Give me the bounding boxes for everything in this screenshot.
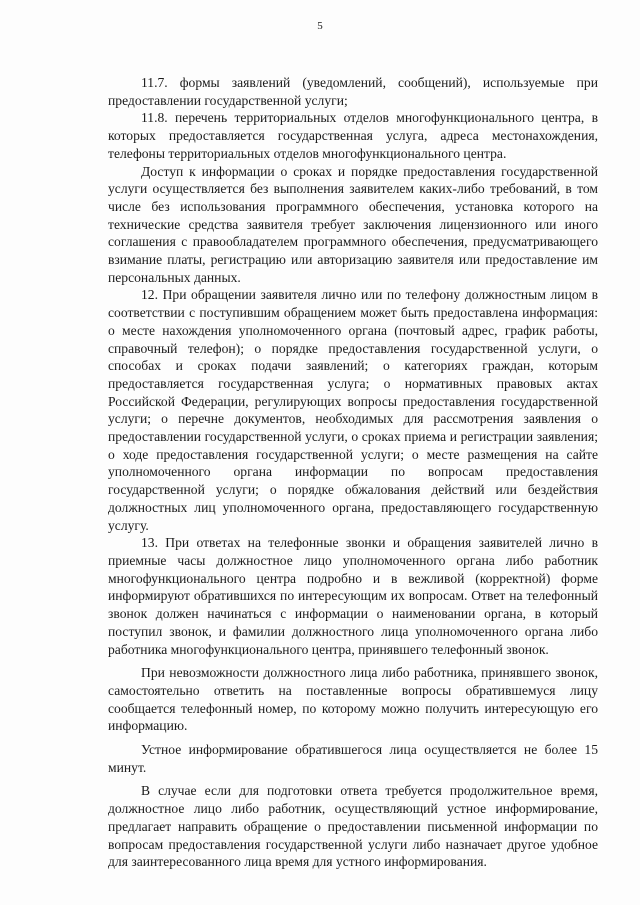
document-body [108,74,598,871]
paragraph-12: 12. При обращении заявителя лично или по телефону должностным лицом в соответствии с поступившим обращением может быть предоставлена информация: о месте нахождения уполномоченного органа (почтовый адрес, график работы, справочный телефон); о порядке предоставления государственной услуги, о способах и сроках подачи заявлений; о категориях граждан, которым предоставляется государственная услуга; о нормативных правовых актах Российской Федерации, регулирующих вопросы предоставления государственной услуги; о перечне документов, необходимых для рассмотрения заявления о предоставлении государственной услуги, о сроках приема и регистрации заявления; о ходе предоставления государственной услуги; о месте размещения на сайте уполномоченного органа информации по вопросам предоставления государственной услуги; о порядке обжалования действий или бездействия должностных лиц уполномоченного органа, предоставляющего государственную услугу. [108,287,598,533]
paragraph-oral-duration: Устное информирование обратившегося лица осуществляется не более 15 минут. [108,742,598,775]
paragraph-impossibility: При невозможности должностного лица либо работника, принявшего звонок, самостоятельно ответить на поставленные вопросы обратившемуся лицу сообщается телефонный номер, по которому можно получить интересующую его информацию. [108,665,598,734]
paragraph-13: 13. При ответах на телефонные звонки и обращения заявителей лично в приемные часы должностное лицо уполномоченного органа либо работник многофункционального центра подробно и в вежливой (корректной) форме информируют обратившихся по интересующим их вопросам. Ответ на телефонный звонок должен начинаться с информации о наименовании органа, в который поступил звонок, и фамилии должностного лица уполномоченного органа либо работника многофункционального центра, принявшего телефонный звонок. [108,535,598,657]
paragraph-written-request: В случае если для подготовки ответа требуется продолжительное время, должностное лицо либо работник, осуществляющий устное информирование, предлагает направить обращение о предоставлении письменной информации по вопросам предоставления государственной услуги либо назначает другое удобное для заинтересованного лица время для устного информирования. [108,783,598,870]
paragraph-11-8: 11.8. перечень территориальных отделов многофункционального центра, в которых предоставляется государственная услуга, адреса местонахождения, телефоны территориальных отделов многофункционального центра. [108,110,598,161]
paragraph-11-7: 11.7. формы заявлений (уведомлений, сообщений), используемые при предоставлении государственной услуги; [108,75,598,108]
paragraph-access-info: Доступ к информации о сроках и порядке предоставления государственной услуги осуществляется без выполнения заявителем каких-либо требований, в том числе без использования программного обеспечения, установка которого на технические средства заявителя требует заключения лицензионного или иного соглашения с правообладателем программного обеспечения, предусматривающего взимание платы, регистрацию или авторизацию заявителя или предоставление им персональных данных. [108,163,598,285]
page-number: 5 [317,20,323,32]
